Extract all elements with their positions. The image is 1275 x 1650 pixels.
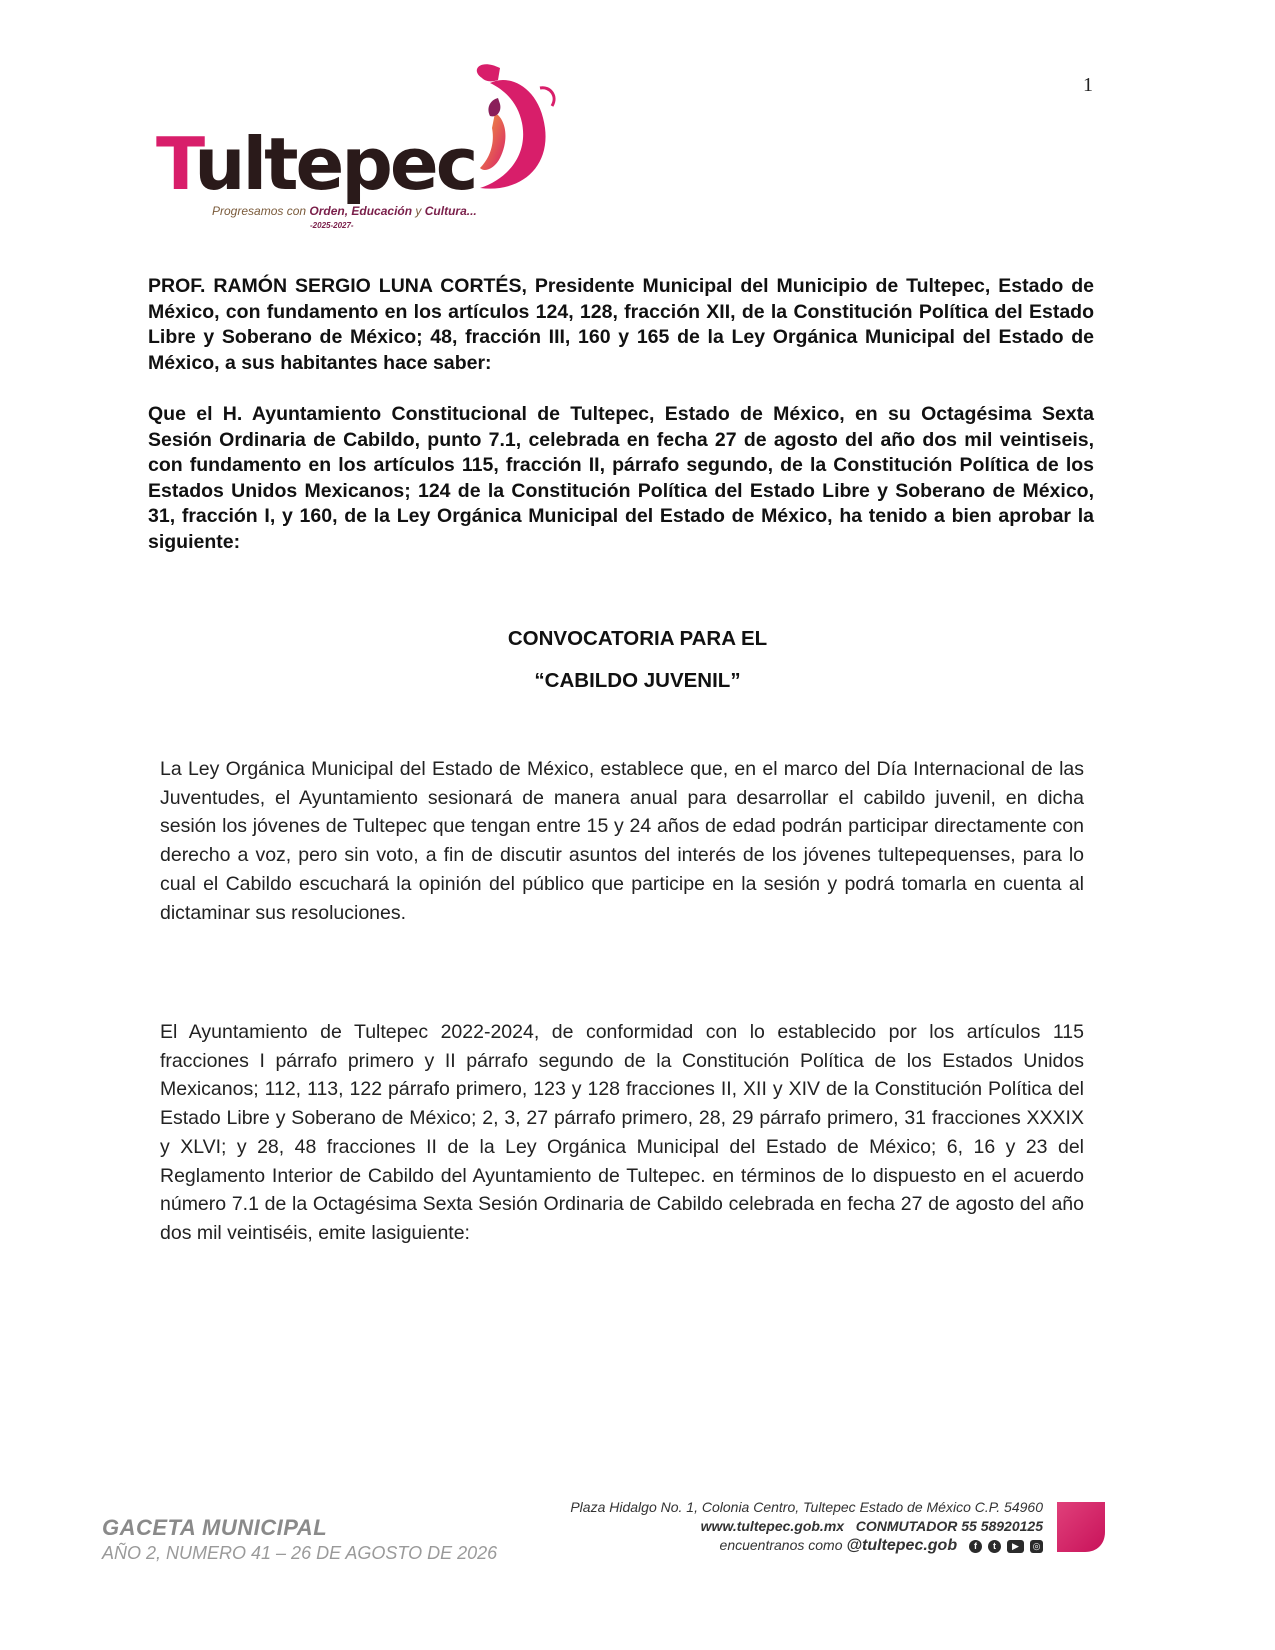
logo-tagline [212,204,477,218]
logo-wordmark-rest: ultepec [194,122,476,206]
social-icons [969,1540,1043,1553]
contact-block [570,1498,1043,1555]
website-link[interactable]: www.tultepec.gob.mx [700,1518,845,1534]
youtube-icon[interactable]: ▶ [1007,1540,1024,1553]
instagram-icon[interactable]: ◎ [1030,1540,1043,1553]
body-paragraph-2: El Ayuntamiento de Tultepec 2022-2024, de conformidad con lo establecido por los artículos 115 fracciones I párrafo primero y II párrafo segundo de la Constitución Política de los Estados Unidos Mexicanos; 112, 113, 122 párrafo primero, 123 y 128 fracciones II, XII y XIV de la Constitución Política del Estado Libre y Soberano de México; 2, 3, 27 párrafo primero, 28, 29 párrafo primero, 31 fracciones XXXIX y XLVI; y 28, 48 fracciones II de la Ley Orgánica Municipal del Estado de México; 6, 16 y 23 del Reglamento Interior de Cabildo del Ayuntamiento de Tultepec. en términos de lo dispuesto en el acuerdo número 7.1 de la Octagésima Sexta Sesión Ordinaria de Cabildo celebrada en fecha 27 de agosto del año dos mil veintiséis, emite lasiguiente: [160,1021,1084,1244]
logo-letter-t: T [156,122,195,206]
social-handle[interactable]: @tultepec.gob [846,1537,958,1554]
body-paragraph-1: La Ley Orgánica Municipal del Estado de México, establece que, en el marco del Día Internacional de las Juventudes, el Ayuntamiento sesionará de manera anual para desarrollar el cabildo juvenil, en dicha sesión los jóvenes de Tultepec que tengan entre 15 y 24 años de edad podrán participar directamente con derecho a voz, pero sin voto, a fin de discutir asuntos del interés de los jóvenes tultepequenses, para lo cual el Cabildo escuchará la opinión del público que participe en la sesión y podrá tomarla en cuenta al dictaminar sus resoluciones. [160,758,1084,924]
phone-number: CONMUTADOR 55 58920125 [855,1518,1043,1534]
gaceta-title: GACETA MUNICIPAL [102,1515,328,1540]
document-title-line-1: CONVOCATORIA PARA EL [507,627,768,650]
tagline-cultura: Cultura... [424,204,477,218]
brand-corner-icon [1057,1502,1105,1552]
tagline-orden: Orden, Educación [309,204,413,218]
tultepec-logo [150,58,570,238]
tagline-y: y [412,204,425,218]
logo-years: -2025-2027- [310,221,354,230]
social-prefix: encuentranos como [719,1537,847,1553]
intro-paragraph-2: Que el H. Ayuntamiento Constitucional de Tultepec, Estado de México, en su Octagésima Sexta Sesión Ordinaria de Cabildo, punto 7.1, celebrada en fecha 27 de agosto del año dos mil veintiseis, con fundamento en los artículos 115, fracción II, párrafo segundo, de la Constitución Política de los Estados Unidos Mexicanos; 124 de la Constitución Política del Estado Libre y Soberano de México, 31, fracción I, y 160, de la Ley Orgánica Municipal del Estado de México, ha tenido a bien aprobar la siguiente: [148,403,1094,553]
logo-wordmark [156,122,476,206]
document-title-line-2: “CABILDO JUVENIL” [534,669,741,692]
social-line [570,1536,1043,1555]
web-phone-line [570,1517,1043,1536]
page-number: 1 [1083,74,1093,96]
intro-paragraph-1: PROF. RAMÓN SERGIO LUNA CORTÉS, Presidente Municipal del Municipio de Tultepec, Estado de México, con fundamento en los artículos 124, 128, fracción XII, de la Constitución Política del Estado Libre y Soberano de México; 48, fracción III, 160 y 165 de la Ley Orgánica Municipal del Estado de México, a sus habitantes hace saber: [148,275,1094,374]
address-line: Plaza Hidalgo No. 1, Colonia Centro, Tultepec Estado de México C.P. 54960 [570,1499,1043,1515]
twitter-icon[interactable]: t [988,1540,1001,1553]
gaceta-issue: AÑO 2, NUMERO 41 – 26 DE AGOSTO DE 2026 [102,1543,498,1563]
facebook-icon[interactable]: f [969,1540,982,1553]
tagline-start: Progresamos con [212,204,310,218]
